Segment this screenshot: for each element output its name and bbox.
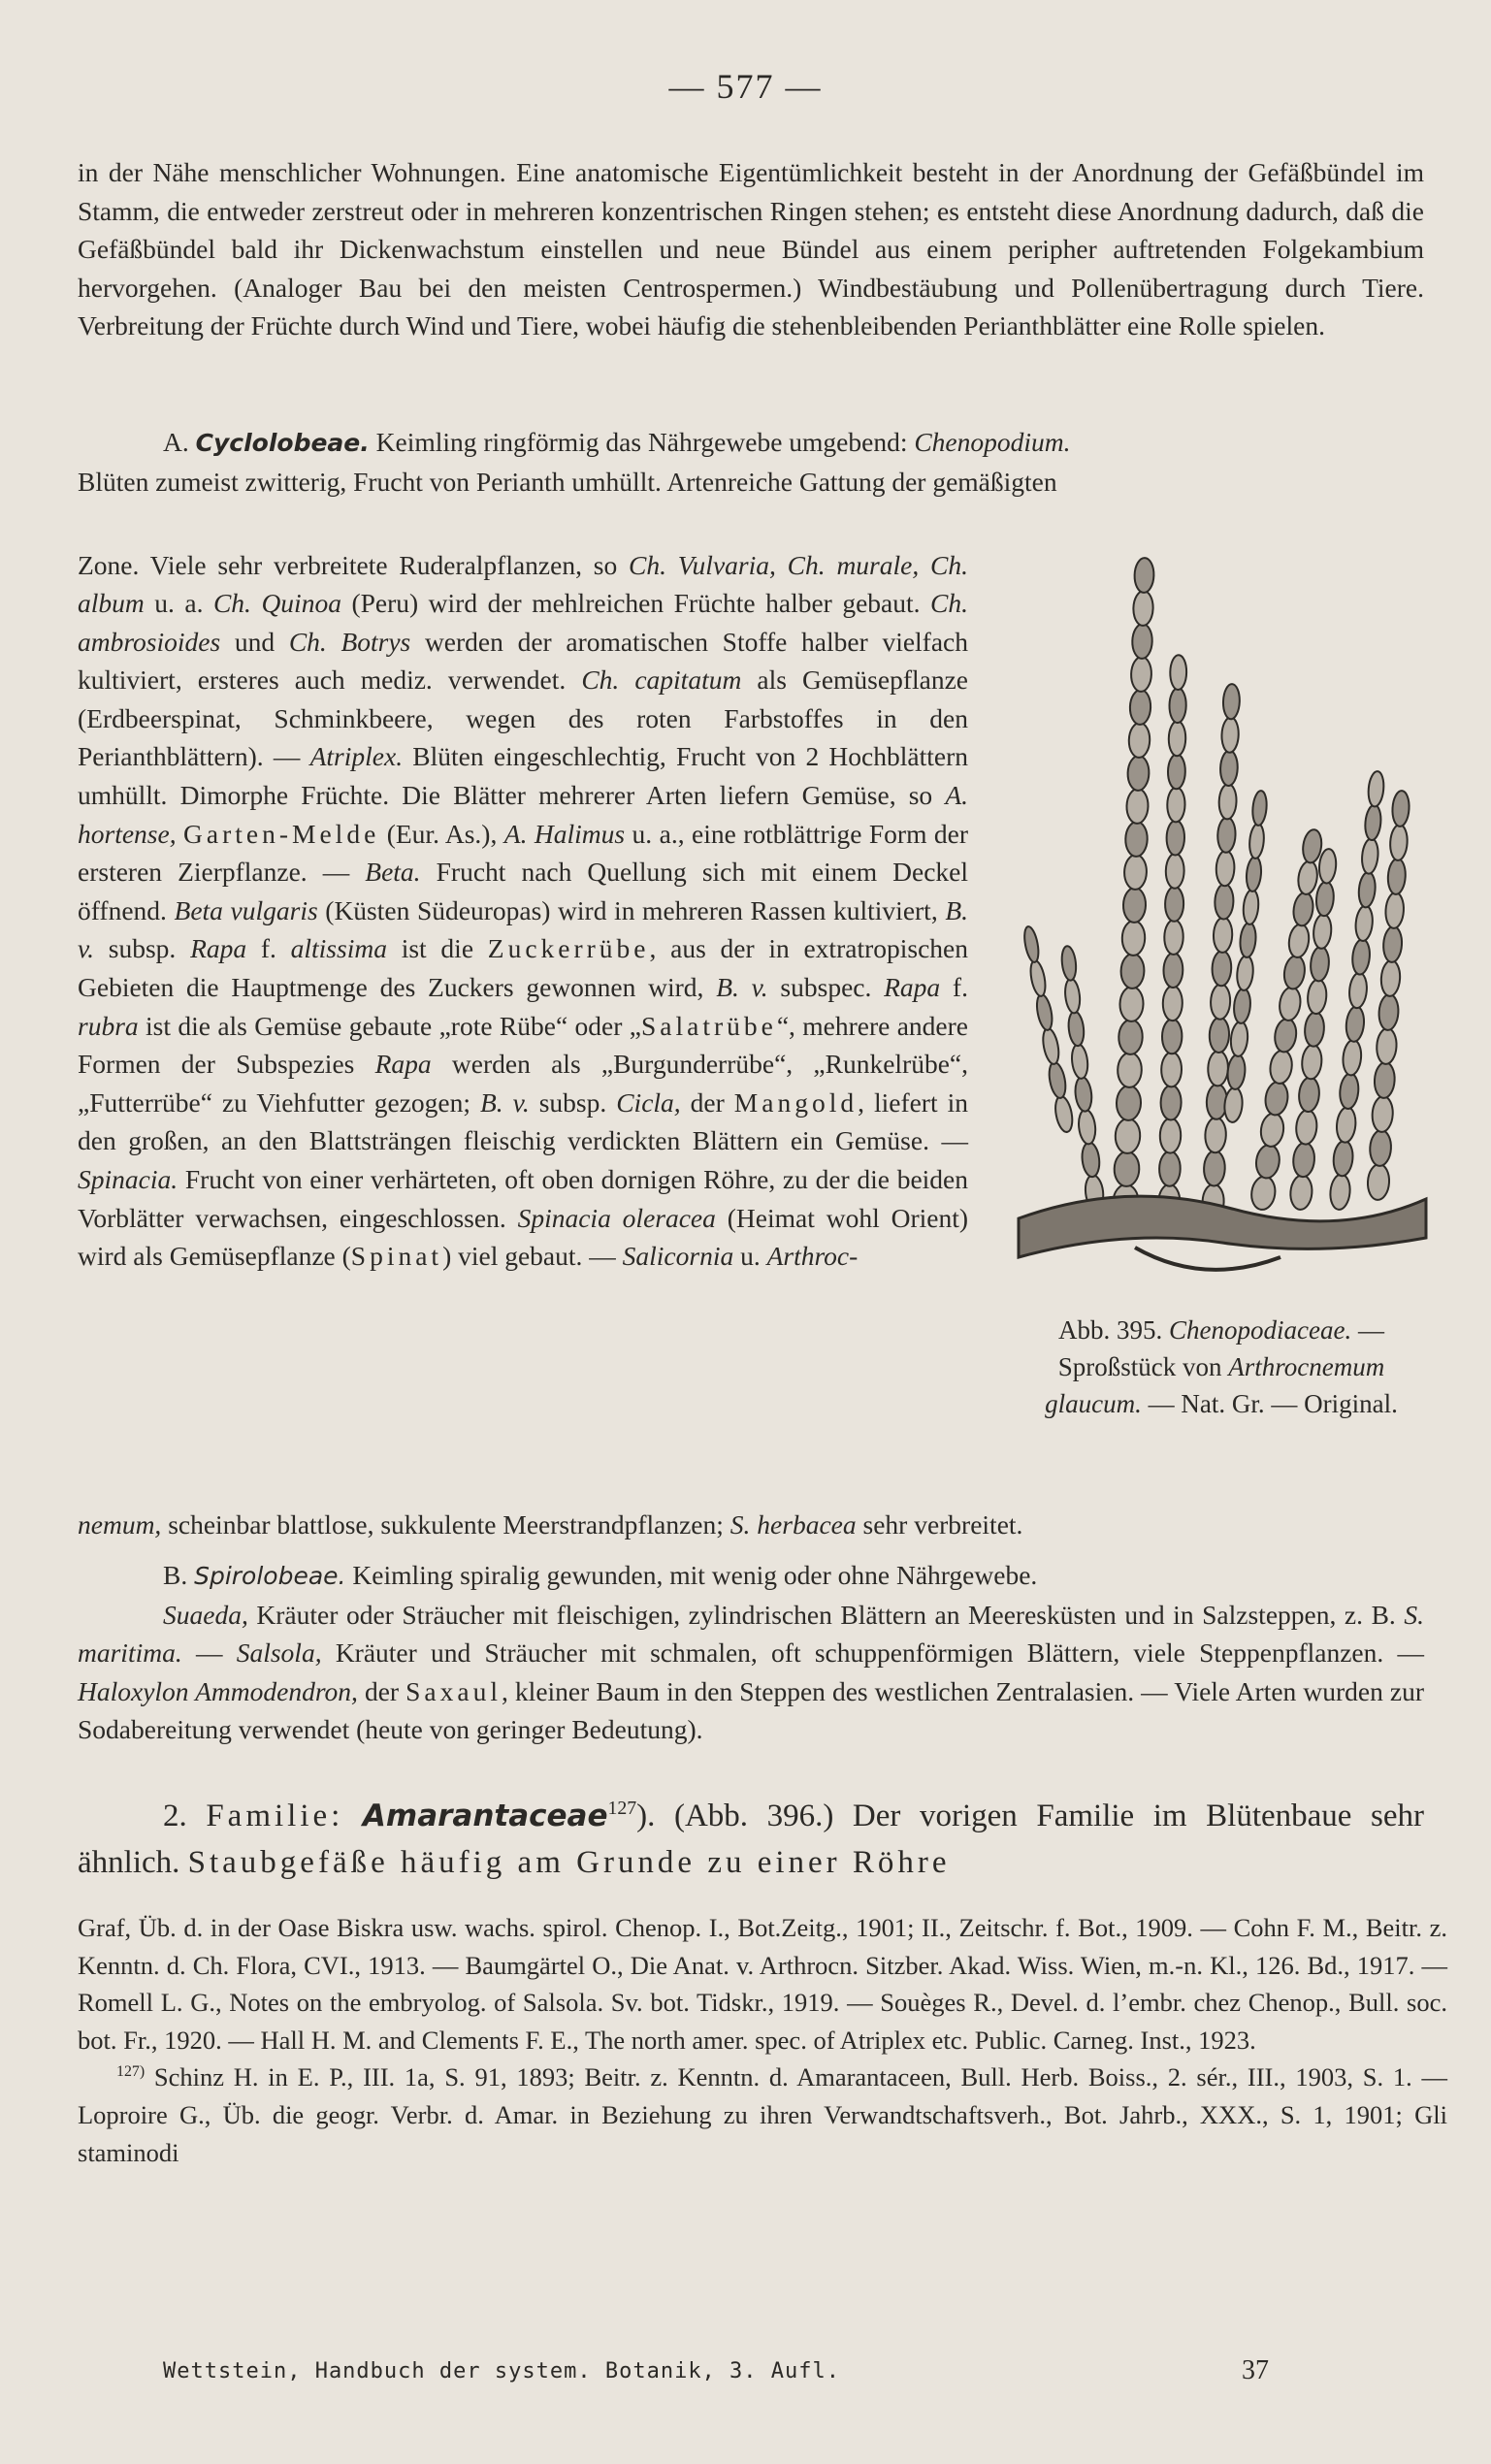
shoot-5-segment-2 bbox=[1336, 1107, 1357, 1144]
cyclolobeae-second-line: Blüten zumeist zwitterig, Frucht von Perianth umhüllt. Artenreiche Gattung der gemäßigten bbox=[78, 466, 1057, 497]
shoot-5-segment-1 bbox=[1332, 1140, 1354, 1177]
shoot-1-segment-3 bbox=[1160, 1086, 1182, 1120]
shoot-1-segment-16 bbox=[1170, 655, 1186, 690]
species-s-herbacea: S. herbacea bbox=[729, 1509, 857, 1540]
spirolobeae-text-5: der bbox=[357, 1675, 406, 1706]
shoot-2-segment-11 bbox=[1217, 817, 1237, 853]
term-37: Salatrübe bbox=[640, 1010, 777, 1041]
shoot-7-segment-5 bbox=[1067, 1011, 1086, 1047]
caption-family: Chenopodiaceae. bbox=[1169, 1315, 1352, 1345]
running-footer: Wettstein, Handbuch der system. Botanik, 3. Aufl. bbox=[163, 2359, 841, 2383]
spirolobeae-paragraph bbox=[78, 1556, 1424, 1749]
term-33: Rapa bbox=[884, 972, 941, 1003]
shoot-0-segment-2 bbox=[1115, 1119, 1140, 1154]
shoot-1-segment-7 bbox=[1163, 953, 1183, 988]
shoot-2-segment-14 bbox=[1221, 717, 1240, 753]
intro-text: in der Nähe menschlicher Wohnungen. Eine anatomische Eigentümlichkeit besteht in der Anordnung der Gefäßbündel im Stamm, die entweder zerstreut oder in mehreren konzentrischen Ringen stehen; es entsteht diese Anordnung dadurch, daß die Gefäßbündel bald ihr Dickenwachstum einstellen und neue Bündel aus einem peripher auftretenden Folgekambium hervorgehen. (Analoger Bau bei den meisten Centrospermen.) Windbestäubung und Pollenübertragung durch Tiere. Verbreitung der Früchte durch Wind und Tiere, wobei häufig die stehenbleibenden Perianthblätter eine Rolle spielen. bbox=[78, 157, 1424, 341]
shoot-0-segment-17 bbox=[1132, 624, 1152, 659]
term-43: Cicla, bbox=[616, 1086, 681, 1118]
shoot-9-segment-5 bbox=[1239, 922, 1257, 957]
term-1: Ch. Vulvaria, Ch. murale, Ch. album bbox=[78, 549, 968, 619]
plant-shoots bbox=[1019, 558, 1426, 1270]
column-text-16: (Eur. As.), bbox=[379, 818, 504, 849]
shoot-6-segment-9 bbox=[1387, 859, 1407, 895]
shoot-8-segment-2 bbox=[1041, 1027, 1061, 1065]
term-55: Arthroc- bbox=[766, 1241, 859, 1272]
term-39: Rapa bbox=[374, 1049, 432, 1080]
column-text-14 bbox=[177, 819, 183, 849]
shoot-3-segment-0 bbox=[1249, 1175, 1278, 1211]
footnote-2 bbox=[78, 2059, 1447, 2171]
term-27: altissima bbox=[290, 933, 387, 964]
term-13: A. hortense, bbox=[78, 780, 968, 849]
figure-caption bbox=[1013, 1312, 1430, 1422]
term-35: rubra bbox=[78, 1010, 139, 1041]
term-51: Spinat bbox=[350, 1241, 443, 1272]
shoot-3-segment-7 bbox=[1282, 955, 1307, 990]
shoot-6-segment-11 bbox=[1391, 791, 1410, 827]
term-7: Ch. Botrys bbox=[288, 626, 411, 657]
cyclolobeae-heading: Cyclolobeae. bbox=[195, 429, 370, 457]
term-23: B. v. bbox=[78, 894, 968, 964]
column-text-54: u. bbox=[733, 1241, 767, 1272]
term-25: Rapa bbox=[190, 933, 247, 964]
shoot-0-segment-8 bbox=[1121, 921, 1145, 956]
shoot-7-segment-7 bbox=[1060, 945, 1078, 981]
shoot-1-segment-5 bbox=[1162, 1019, 1183, 1054]
intro-paragraph bbox=[78, 153, 1424, 345]
shoot-3-segment-10 bbox=[1296, 859, 1319, 895]
family-amarantaceae bbox=[78, 1793, 1424, 1886]
shoot-6-segment-7 bbox=[1382, 926, 1403, 963]
shoot-6-segment-4 bbox=[1376, 1028, 1397, 1065]
shoot-2-segment-7 bbox=[1212, 951, 1232, 987]
shoot-0-segment-10 bbox=[1124, 855, 1148, 890]
shoot-3-segment-2 bbox=[1259, 1112, 1286, 1148]
shoot-0-segment-19 bbox=[1134, 558, 1154, 593]
shoot-6-segment-8 bbox=[1384, 892, 1405, 929]
shoot-6-segment-1 bbox=[1369, 1129, 1392, 1166]
column-text-48: Frucht von einer verhärteten, oft oben dornigen Röhre, zu der die beiden Vorblätter verwachsen, eingeschlossen. bbox=[78, 1164, 968, 1233]
shoot-6-segment-10 bbox=[1389, 825, 1409, 861]
column-text-30: , aus der in extratropischen Gebieten die Hauptmenge des Zuckers gewonnen wird, bbox=[78, 933, 968, 1003]
shoot-5-segment-7 bbox=[1351, 938, 1372, 975]
genus-chenopodium: Chenopodium. bbox=[914, 427, 1071, 457]
spirolobeae-text-6: , kleiner Baum in den Steppen des westlichen Zentralasien. — Viele Arten wurden zur Sodabereitung verwendet (heute von geringer Bedeutung). bbox=[78, 1675, 1424, 1745]
shoot-4-segment-6 bbox=[1307, 979, 1328, 1015]
column-text-28: ist die bbox=[386, 933, 488, 964]
shoot-3-segment-9 bbox=[1291, 892, 1314, 927]
page-number: — 577 — bbox=[668, 67, 823, 106]
shoot-8-segment-5 bbox=[1022, 925, 1041, 963]
column-text-46: , liefert in den großen, an den Blattsträngen fleischig verdickten Blättern ein Gemüse. — bbox=[78, 1086, 968, 1156]
spirolobeae-text-1: Keimling spiralig gewunden, mit wenig oder ohne Nährgewebe. bbox=[345, 1560, 1038, 1590]
footnotes bbox=[78, 1909, 1447, 2171]
term-9: Ch. capitatum bbox=[581, 665, 742, 696]
shoot-3-segment-3 bbox=[1263, 1081, 1289, 1117]
column-text-34: f. bbox=[940, 972, 968, 1003]
shoot-0-segment-6 bbox=[1119, 987, 1144, 1021]
shoot-6-segment-3 bbox=[1374, 1062, 1396, 1099]
continuation-end: sehr verbreitet. bbox=[856, 1509, 1023, 1540]
shoot-9-segment-8 bbox=[1248, 824, 1265, 859]
genus-arthrocnemum-end: nemum, bbox=[78, 1509, 162, 1540]
shoot-4-segment-3 bbox=[1298, 1077, 1320, 1113]
shoot-2-segment-4 bbox=[1208, 1051, 1229, 1086]
shoot-0-segment-15 bbox=[1129, 690, 1151, 725]
shoot-4-segment-10 bbox=[1318, 848, 1338, 884]
caption-text-2: — Nat. Gr. — Original. bbox=[1141, 1389, 1398, 1418]
shoot-0-segment-9 bbox=[1122, 888, 1146, 923]
shoot-8-segment-1 bbox=[1047, 1061, 1068, 1100]
caption-species: Arthrocnemum glaucum. bbox=[1045, 1352, 1385, 1418]
column-text-6: und bbox=[220, 626, 289, 657]
section-label-a: A. bbox=[163, 427, 189, 457]
shoot-6-segment-2 bbox=[1372, 1096, 1394, 1133]
shoot-5-segment-3 bbox=[1339, 1073, 1360, 1110]
footnote-ref-127: 127 bbox=[607, 1798, 637, 1819]
shoot-0-segment-7 bbox=[1120, 954, 1145, 989]
shoot-5-segment-10 bbox=[1361, 838, 1379, 875]
shoot-5-segment-5 bbox=[1345, 1006, 1365, 1043]
column-text-24: subsp. bbox=[94, 933, 191, 964]
shoot-9-segment-7 bbox=[1246, 857, 1263, 892]
shoot-7-segment-1 bbox=[1081, 1142, 1101, 1178]
family-paragraph bbox=[78, 1793, 1424, 1886]
term-47: Spinacia. bbox=[78, 1164, 178, 1194]
shoot-1-segment-8 bbox=[1164, 920, 1183, 955]
column-text-2: u. a. bbox=[144, 588, 213, 619]
column-text-52: ) viel gebaut. — bbox=[442, 1241, 623, 1272]
shoot-5-segment-8 bbox=[1354, 905, 1374, 942]
column-text-4: (Peru) wird der mehlreichen Früchte halber gebaut. bbox=[340, 588, 931, 619]
shoot-1-segment-4 bbox=[1161, 1052, 1182, 1086]
arthrocnemum-illustration bbox=[1009, 539, 1436, 1315]
term-31: B. v. bbox=[716, 972, 768, 1003]
column-text-22: (Küsten Südeuropas) wird in mehreren Rassen kultiviert, bbox=[317, 894, 946, 925]
family-text: ). (Abb. 396.) Der vorigen Familie im Blütenbaue sehr ähnlich. bbox=[78, 1799, 1425, 1880]
term-17: A. Halimus bbox=[503, 818, 626, 849]
footnote-mark-127: 127) bbox=[116, 2063, 146, 2081]
shoot-2-segment-12 bbox=[1218, 784, 1237, 820]
shoot-5-segment-11 bbox=[1364, 804, 1382, 841]
shoot-1-segment-12 bbox=[1167, 787, 1185, 822]
shoot-2-segment-6 bbox=[1210, 984, 1230, 1020]
genus-salsola: Salsola, bbox=[236, 1637, 322, 1669]
section-label-b: B. bbox=[163, 1560, 188, 1590]
column-text-36: ist die als Gemüse gebaute „rote Rübe“ oder „ bbox=[138, 1010, 641, 1041]
term-45: Mangold bbox=[733, 1086, 859, 1118]
shoot-9-segment-3 bbox=[1233, 988, 1252, 1023]
term-19: Beta. bbox=[365, 857, 421, 888]
shoot-0-segment-14 bbox=[1128, 723, 1150, 758]
species-s-maritima: S. maritima. bbox=[78, 1599, 1424, 1669]
shoot-0-segment-11 bbox=[1125, 822, 1148, 857]
shoot-2-segment-5 bbox=[1209, 1017, 1230, 1053]
shoot-1-segment-6 bbox=[1162, 986, 1183, 1021]
cyclolobeae-column-paragraph bbox=[78, 546, 968, 1276]
term-21: Beta vulgaris bbox=[174, 894, 318, 925]
shoot-9-segment-9 bbox=[1251, 791, 1268, 827]
shoot-9-segment-6 bbox=[1242, 890, 1259, 925]
shoot-1-segment-11 bbox=[1166, 821, 1184, 856]
spirolobeae-text-4: Kräuter und Sträucher mit schmalen, oft schuppenförmigen Blättern, viele Steppenpflanzen. — bbox=[321, 1637, 1425, 1669]
shoot-8-segment-0 bbox=[1053, 1095, 1075, 1134]
cyclolobeae-header-block bbox=[78, 423, 1424, 501]
family-spaced-text: Staubgefäße häufig am Grunde zu einer Röhre bbox=[187, 1845, 951, 1880]
genus-suaeda: Suaeda, bbox=[163, 1599, 248, 1630]
shoot-3-segment-1 bbox=[1254, 1144, 1281, 1180]
shoot-9-segment-2 bbox=[1229, 1021, 1248, 1056]
saxaul-term: Saxaul bbox=[405, 1675, 502, 1706]
figure-arthrocnemum bbox=[1009, 539, 1436, 1315]
shoot-2-segment-1 bbox=[1203, 1151, 1225, 1186]
term-41: B. v. bbox=[480, 1086, 530, 1118]
shoot-5-segment-9 bbox=[1357, 871, 1377, 908]
column-text-10: als Gemüsepflanze (Erdbeerspinat, Schminkbeere, wegen des roten Farbstoffes in den Perianthblättern). — bbox=[78, 665, 969, 772]
shoot-4-segment-7 bbox=[1310, 946, 1330, 982]
shoot-7-segment-2 bbox=[1077, 1109, 1097, 1145]
shoot-2-segment-8 bbox=[1213, 917, 1233, 953]
shoot-3-segment-6 bbox=[1278, 986, 1303, 1021]
shoot-1-segment-9 bbox=[1165, 887, 1184, 922]
shoot-4-segment-0 bbox=[1289, 1175, 1313, 1211]
shoot-0-segment-13 bbox=[1127, 756, 1150, 791]
spirolobeae-first bbox=[78, 1556, 1424, 1596]
shoot-8-segment-3 bbox=[1034, 993, 1054, 1031]
shoot-4-segment-4 bbox=[1301, 1044, 1323, 1080]
plant-root bbox=[1135, 1248, 1280, 1270]
term-29: Zuckerrübe bbox=[487, 933, 650, 964]
shoot-2-segment-15 bbox=[1222, 684, 1240, 720]
footnote-1: Graf, Üb. d. in der Oase Biskra usw. wachs. spirol. Chenop. I., Bot.Zeitg., 1901; II., Zeitschr. f. Bot., 1909. — Cohn F. M., Beitr. z. Kenntn. d. Ch. Flora, CVI., 1913. — Baumgärtel O., Die Anat. v. Arthrocn. Sitzber. Akad. Wiss. Wien, m.-n. Kl., 126. Bd., 1917. — Romell L. G., Notes on the embryolog. of Salsola. Sv. bot. Tidskr., 1919. — Souèges R., Devel. d. l’embr. chez Chenop., Bull. soc. bot. Fr., 1920. — Hall H. M. and Clements F. E., The north amer. spec. of Atriplex etc. Public. Carneg. Inst., 1923. bbox=[78, 1913, 1447, 2055]
shoot-6-segment-5 bbox=[1378, 994, 1400, 1031]
shoot-1-segment-15 bbox=[1169, 688, 1186, 723]
shoot-0-segment-3 bbox=[1116, 1086, 1141, 1121]
shoot-4-segment-9 bbox=[1315, 881, 1335, 917]
column-text-40: werden als „Burgunderrübe“, „Runkelrübe“, „Futterrübe“ zu Viehfutter gezogen; bbox=[78, 1049, 968, 1118]
shoot-1-segment-14 bbox=[1168, 721, 1185, 756]
shoot-1-segment-2 bbox=[1159, 1119, 1181, 1153]
caption-text-1: — Sproßstück von bbox=[1057, 1315, 1384, 1381]
term-53: Salicornia bbox=[622, 1241, 734, 1272]
spirolobeae-text-2: Kräuter oder Sträucher mit fleischigen, zylindrischen Blättern an Meeresküsten und in Salzsteppen, z. B. bbox=[247, 1599, 1405, 1630]
plant-base bbox=[1019, 1196, 1426, 1257]
term-5: Ch. ambrosioides bbox=[78, 588, 968, 657]
shoot-2-segment-9 bbox=[1215, 884, 1234, 920]
column-text-38: “, mehrere andere Formen der Subspezies bbox=[78, 1010, 969, 1080]
column-text-50: (Heimat wohl Orient) wird als Gemüsepflanze ( bbox=[78, 1202, 969, 1272]
shoot-2-segment-10 bbox=[1215, 851, 1235, 887]
shoot-9-segment-4 bbox=[1236, 955, 1254, 990]
shoot-0-segment-16 bbox=[1131, 657, 1152, 692]
family-number: 2. bbox=[163, 1799, 187, 1833]
column-text-8: werden der aromatischen Stoffe halber vielfach kultiviert, ersteres auch mediz. verwendet. bbox=[78, 626, 969, 696]
shoot-0-segment-4 bbox=[1118, 1053, 1143, 1088]
shoot-7-segment-4 bbox=[1070, 1044, 1089, 1080]
family-label: Familie: bbox=[206, 1799, 344, 1833]
column-text-18: u. a., eine rotblättrige Form der ersteren Zierpflanze. — bbox=[78, 818, 969, 888]
spirolobeae-text-3: — bbox=[181, 1637, 237, 1669]
shoot-8-segment-4 bbox=[1028, 959, 1048, 997]
column-text-44: der bbox=[680, 1086, 734, 1118]
shoot-5-segment-4 bbox=[1342, 1039, 1363, 1076]
term-11: Atriplex. bbox=[309, 741, 404, 772]
column-text-42: subsp. bbox=[529, 1086, 617, 1118]
shoot-5-segment-0 bbox=[1329, 1174, 1351, 1211]
term-3: Ch. Quinoa bbox=[212, 588, 341, 619]
shoot-6-segment-6 bbox=[1380, 960, 1401, 997]
shoot-0-segment-5 bbox=[1118, 1020, 1143, 1055]
caption-number: Abb. 395. bbox=[1058, 1315, 1170, 1345]
shoot-0-segment-18 bbox=[1133, 591, 1153, 626]
shoot-4-segment-5 bbox=[1304, 1012, 1325, 1048]
shoot-7-segment-6 bbox=[1063, 978, 1081, 1014]
shoot-9-segment-1 bbox=[1226, 1054, 1247, 1089]
spirolobeae-genera bbox=[78, 1596, 1424, 1749]
shoot-3-segment-5 bbox=[1273, 1018, 1298, 1054]
shoot-7-segment-3 bbox=[1074, 1076, 1093, 1112]
shoot-0-segment-12 bbox=[1126, 789, 1149, 824]
cyclolobeae-column-text bbox=[78, 519, 968, 1302]
shoot-2-segment-2 bbox=[1205, 1118, 1227, 1153]
cyclolobeae-first-line bbox=[78, 423, 1424, 463]
shoot-6-segment-0 bbox=[1367, 1163, 1390, 1200]
shoot-3-segment-4 bbox=[1268, 1049, 1294, 1085]
column-text-32: subspec. bbox=[767, 972, 885, 1003]
family-name: Amarantaceae bbox=[362, 1799, 608, 1833]
column-text-0: Zone. Viele sehr verbreitete Ruderalpflanzen, so bbox=[78, 549, 630, 580]
shoot-1-segment-10 bbox=[1165, 854, 1183, 889]
column-text-20: Frucht nach Quellung sich mit einem Deckel öffnend. bbox=[78, 857, 968, 925]
shoot-4-segment-1 bbox=[1292, 1142, 1315, 1178]
shoot-5-segment-6 bbox=[1348, 972, 1369, 1009]
continuation-text: scheinbar blattlose, sukkulente Meerstrandpflanzen; bbox=[161, 1509, 730, 1540]
column-text-26: f. bbox=[246, 933, 291, 964]
shoot-1-segment-13 bbox=[1168, 754, 1185, 789]
shoot-5-segment-12 bbox=[1367, 770, 1385, 807]
species-haloxylon: Haloxylon Ammodendron, bbox=[78, 1675, 358, 1706]
term-49: Spinacia oleracea bbox=[517, 1202, 716, 1233]
cyclolobeae-continuation bbox=[78, 1506, 1424, 1544]
shoot-2-segment-13 bbox=[1219, 750, 1238, 786]
footnote-2-text: Schinz H. in E. P., III. 1a, S. 91, 1893; Beitr. z. Kenntn. d. Amarantaceen, Bull. Herb. Boiss., 2. sér., III., 1903, S. 1. — Loproire G., Üb. die geogr. Verbr. d. Amar. in Beziehung zu ihren Verwandtschaftsverh., Bot. Jahrb., XXX., S. 1, 1901; Gli staminodi bbox=[78, 2062, 1447, 2167]
continuation-line bbox=[78, 1506, 1424, 1544]
cyclolobeae-intro: Keimling ringförmig das Nährgewebe umgebend: bbox=[375, 427, 915, 457]
shoot-4-segment-8 bbox=[1313, 914, 1333, 950]
term-15: Garten-Melde bbox=[183, 818, 380, 849]
column-text-12: Blüten eingeschlechtig, Frucht von 2 Hochblättern umhüllt. Dimorphe Früchte. Die Blätter mehrerer Arten liefern Gemüse, so bbox=[78, 741, 968, 811]
shoot-3-segment-8 bbox=[1287, 923, 1312, 958]
spirolobeae-heading: Spirolobeae. bbox=[194, 1562, 346, 1590]
shoot-4-segment-2 bbox=[1295, 1109, 1318, 1145]
shoot-0-segment-1 bbox=[1114, 1151, 1140, 1187]
shoot-1-segment-1 bbox=[1159, 1151, 1181, 1186]
sheet-signature: 37 bbox=[1242, 2355, 1269, 2385]
